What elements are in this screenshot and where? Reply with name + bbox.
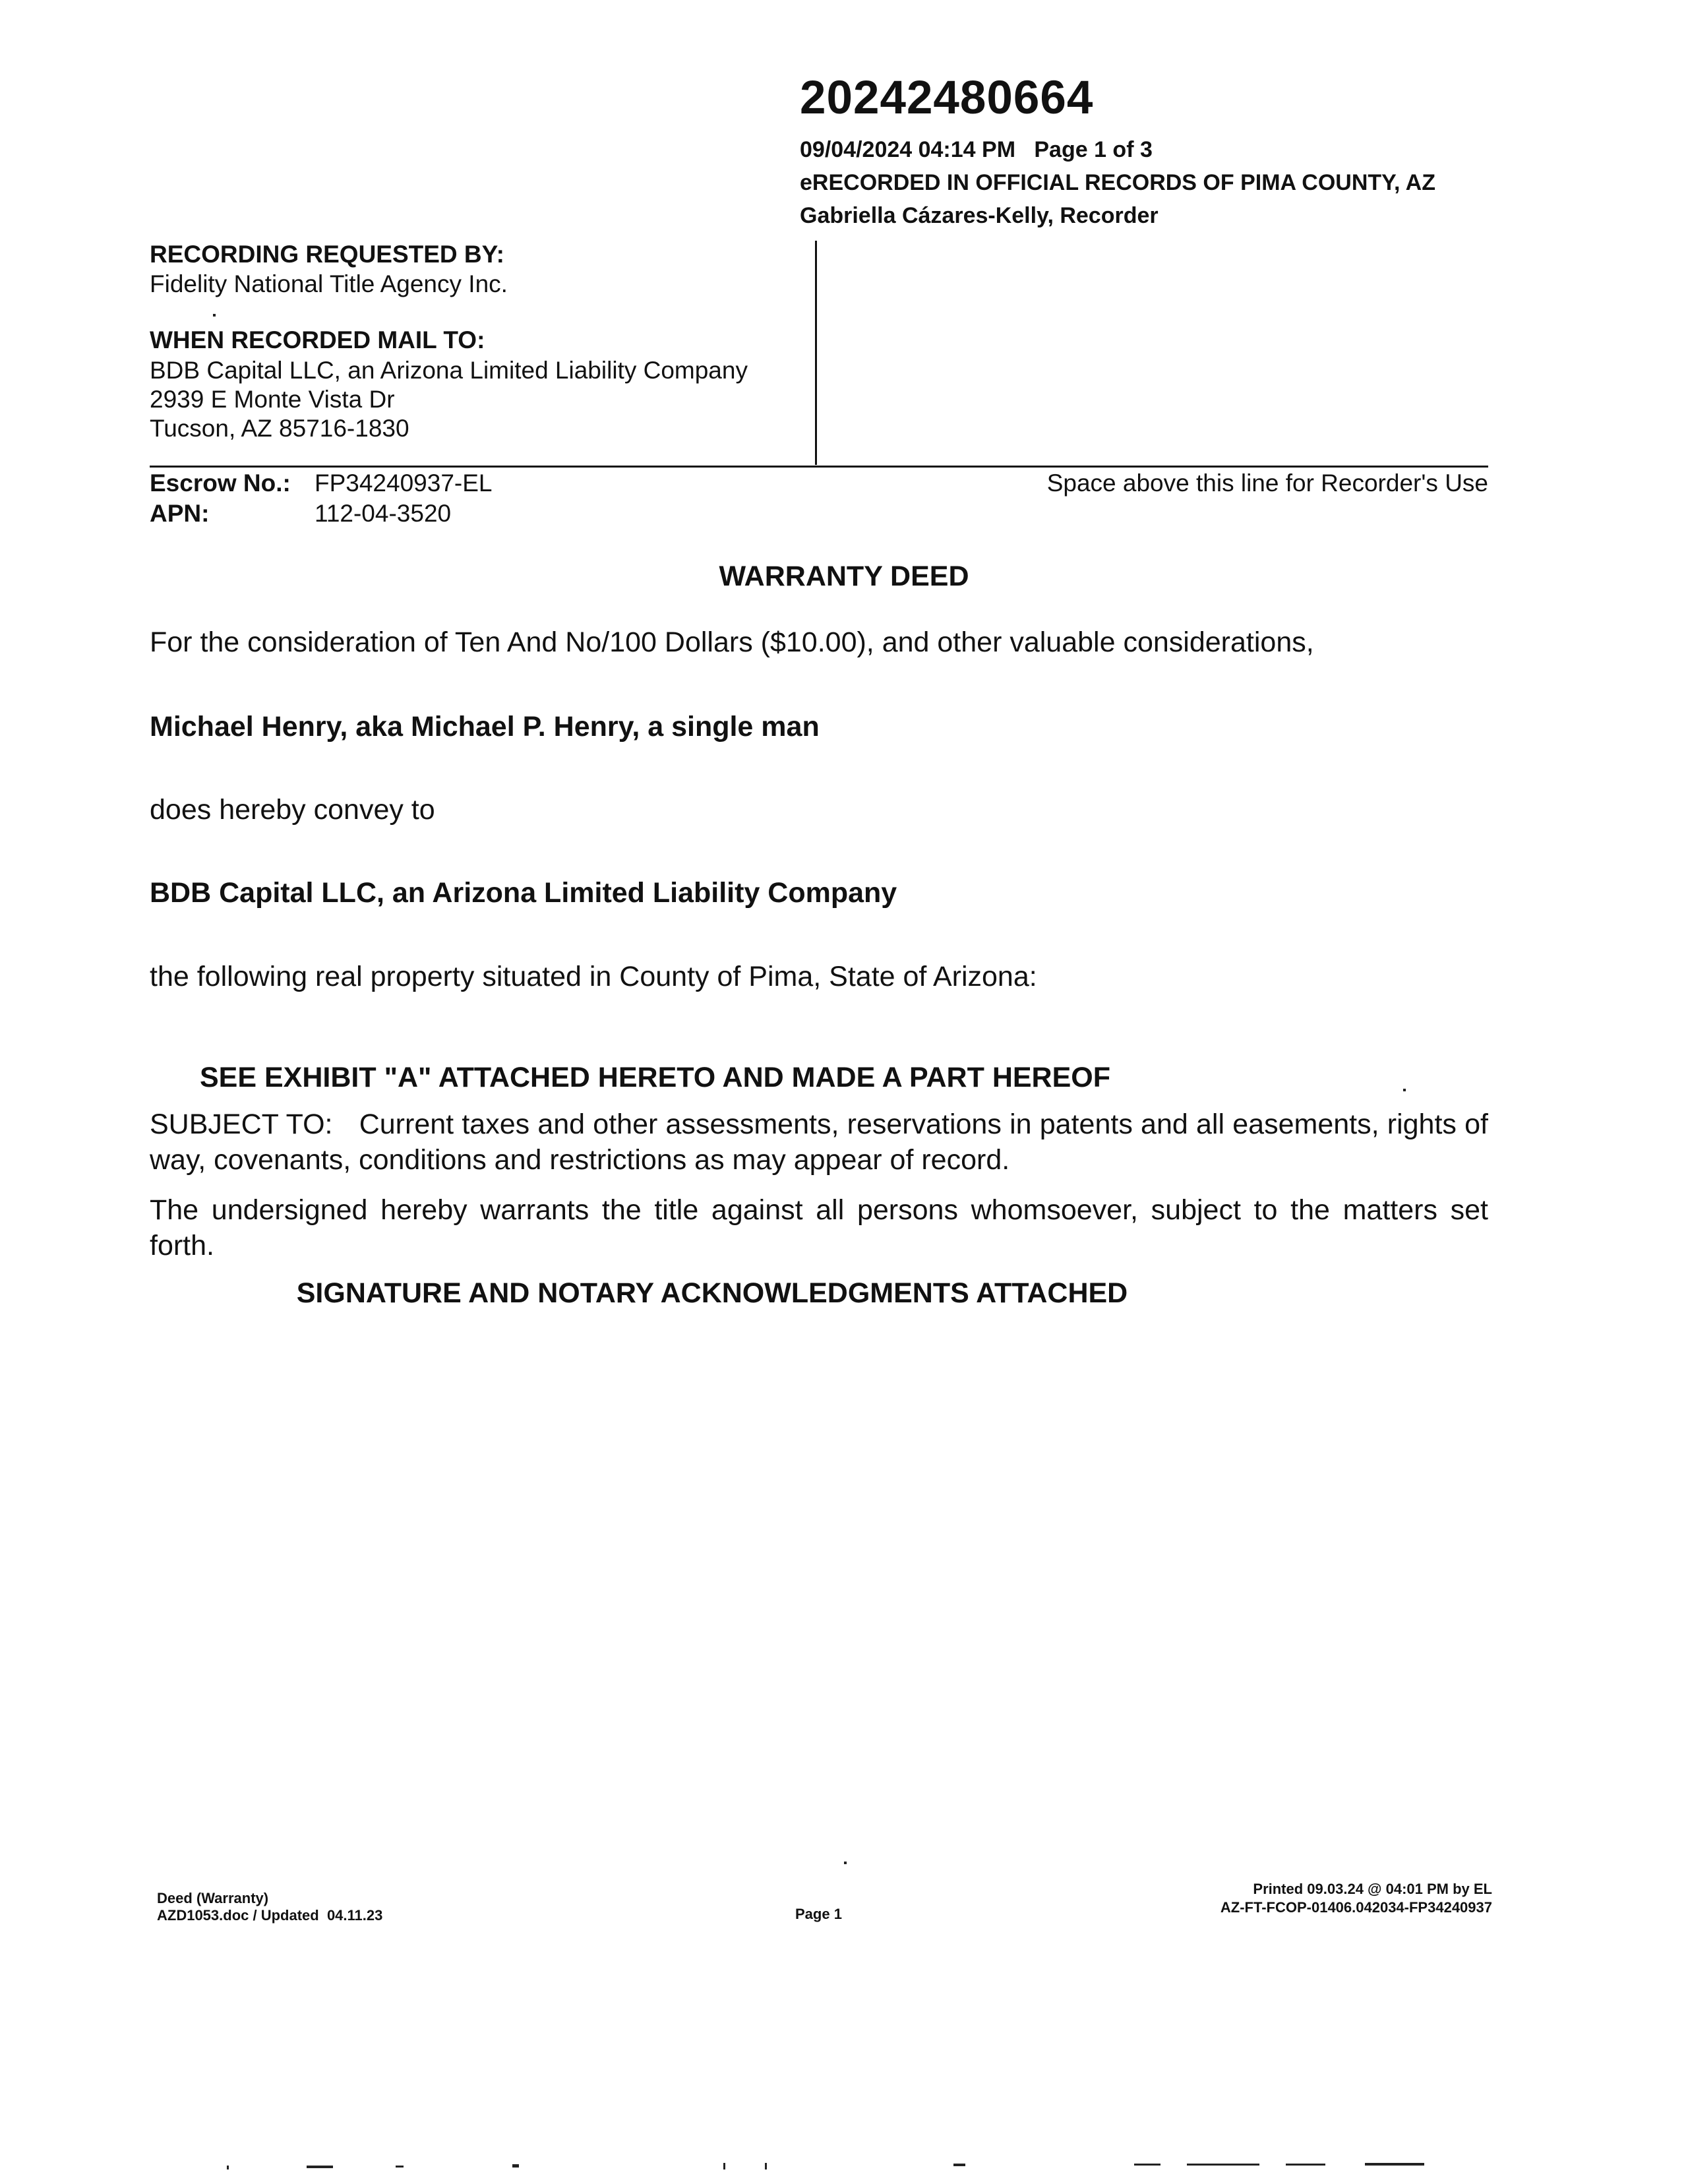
recorder-use-note: Space above this line for Recorder's Use xyxy=(1046,470,1488,497)
scan-speck xyxy=(1187,2164,1259,2166)
grantor-name: Michael Henry, aka Michael P. Henry, a single man xyxy=(150,711,820,743)
subject-to-paragraph xyxy=(150,1107,1488,1178)
signature-notice: SIGNATURE AND NOTARY ACKNOWLEDGMENTS ATTACHED xyxy=(296,1277,1128,1309)
subject-to-text: Current taxes and other assessments, reservations in patents and all easements, rights of way, covenants, conditions and restrictions as may appear of record. xyxy=(150,1108,1489,1176)
mail-to-line: BDB Capital LLC, an Arizona Limited Liability Company xyxy=(150,357,748,384)
exhibit-reference: SEE EXHIBIT "A" ATTACHED HERETO AND MADE A PART HEREOF xyxy=(200,1062,1110,1093)
recording-datetime: 09/04/2024 04:14 PM Page 1 of 3 xyxy=(800,137,1153,162)
mail-to-line: 2939 E Monte Vista Dr xyxy=(150,386,395,413)
apn-number: 112-04-3520 xyxy=(315,500,452,527)
scan-speck xyxy=(1286,2164,1325,2166)
scan-speck xyxy=(512,2164,519,2168)
footer-page-number: Page 1 xyxy=(795,1906,842,1922)
recorder-name: Gabriella Cázares-Kelly, Recorder xyxy=(800,203,1159,228)
convey-text: does hereby convey to xyxy=(150,794,435,826)
scan-speck xyxy=(396,2166,404,2168)
escrow-number: FP34240937-EL xyxy=(315,470,493,497)
footer-form-file: AZD1053.doc / Updated 04.11.23 xyxy=(157,1907,383,1924)
footer-document-code: AZ-FT-FCOP-01406.042034-FP34240937 xyxy=(1220,1899,1492,1916)
scan-speck xyxy=(307,2166,333,2168)
footer-printed-stamp: Printed 09.03.24 @ 04:01 PM by EL xyxy=(1253,1881,1492,1897)
scan-speck xyxy=(723,2163,725,2169)
scan-speck xyxy=(953,2164,965,2166)
footer-form-name: Deed (Warranty) xyxy=(157,1890,269,1906)
document-number: 20242480664 xyxy=(800,72,1094,124)
recorded-in-text: eRECORDED IN OFFICIAL RECORDS OF PIMA COUNTY, AZ xyxy=(800,170,1436,195)
subject-to-label: SUBJECT TO: xyxy=(150,1108,333,1140)
warranty-paragraph: The undersigned hereby warrants the title against all persons whomsoever, subject to the matters set forth. xyxy=(150,1194,1488,1261)
mail-to-line: Tucson, AZ 85716-1830 xyxy=(150,415,409,442)
vertical-divider xyxy=(815,241,817,465)
scan-speck xyxy=(213,314,216,317)
scan-speck xyxy=(227,2166,229,2169)
grantee-name: BDB Capital LLC, an Arizona Limited Liability Company xyxy=(150,877,897,909)
scan-speck xyxy=(844,1862,847,1864)
scan-speck xyxy=(1134,2164,1160,2166)
apn-label: APN: xyxy=(150,500,210,527)
escrow-label: Escrow No.: xyxy=(150,470,291,497)
deed-title: WARRANTY DEED xyxy=(719,561,969,592)
scan-speck xyxy=(1403,1089,1406,1091)
requested-by-name: Fidelity National Title Agency Inc. xyxy=(150,270,508,297)
consideration-text: For the consideration of Ten And No/100 Dollars ($10.00), and other valuable considerations, xyxy=(150,626,1314,658)
recorder-use-divider xyxy=(150,466,1488,468)
requested-by-label: RECORDING REQUESTED BY: xyxy=(150,241,504,268)
scan-speck xyxy=(765,2163,767,2169)
scan-speck xyxy=(1365,2163,1424,2166)
mail-to-label: WHEN RECORDED MAIL TO: xyxy=(150,326,485,353)
property-text: the following real property situated in County of Pima, State of Arizona: xyxy=(150,961,1037,992)
